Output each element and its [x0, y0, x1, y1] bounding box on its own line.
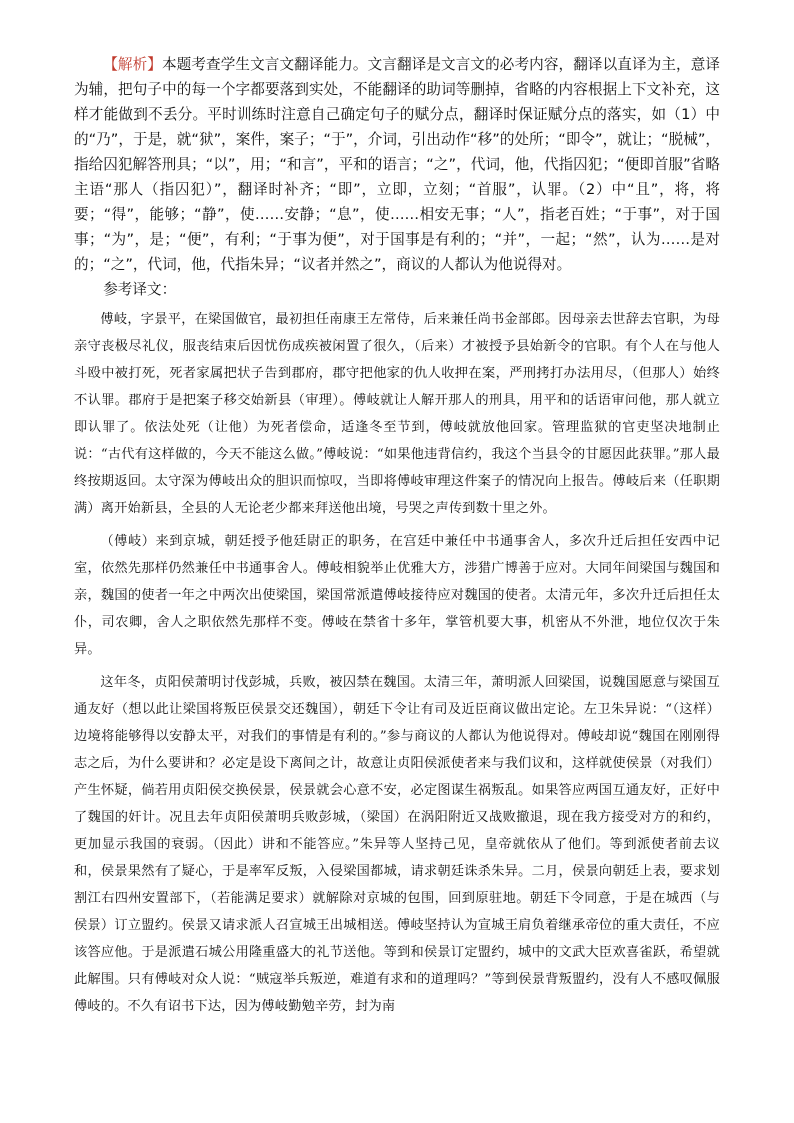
translation-paragraph-3: 这年冬，贞阳侯萧明讨伐彭城，兵败，被囚禁在魏国。太清三年，萧明派人回梁国，说魏国愿意与梁国互通友好（想以此让梁国将叛臣侯景交还魏国），朝廷下令让有司及近臣商议做出定论。左卫朱异说：“（这样）边境将能够得以安静太平，对我们的事情是有利的。”参与商议的人都认为他说得对。傅岐却说“魏国在刚刚得志之后，为什么要讲和？必定是设下离间之计，故意让贞阳侯派使者来与我们议和，这样就使侯景（对我们）产生怀疑，倘若用贞阳侯交换侯景，侯景就会心意不安，必定图谋生祸叛乱。如果答应两国互通友好，正好中了魏国的奸计。况且去年贞阳侯萧明兵败彭城，（梁国）在涡阳附近又战败撤退，现在我方接受对方的和约，更加显示我国的衰弱。（因此）讲和不能答应。”朱异等人坚持己见，皇帝就依从了他们。等到派使者前去议和，侯景果然有了疑心，于是率军反叛，入侵梁国都城，请求朝廷诛杀朱异。二月，侯景向朝廷上表，要求划割江右四州安置部下，（若能满足要求）就解除对京城的包围，回到原驻地。朝廷下令同意，于是在城西（与侯景）订立盟约。侯景又请求派人召宣城王出城相送。傅岐坚持认为宣城王肩负着继承帝位的重大责任，不应该答应他。于是派遣石城公用隆重盛大的礼节送他。等到和侯景订定盟约，城中的文武大臣欢喜雀跃，希望就此解围。只有傅岐对众人说：“贼寇举兵叛逆，难道有求和的道理吗？”等到侯景背叛盟约，没有人不感叹佩服傅岐的。不久有诏书下达，因为傅岐勤勉辛劳，封为南: [74, 675, 720, 1014]
translation-heading: 参考译文：: [103, 281, 177, 298]
analysis-text: 本题考查学生文言文翻译能力。文言翻译是文言文的必考内容，翻译以直译为主，意译为辅，把句子中的每一个字都要落到实处，不能翻译的助词等删掉，省略的内容根据上下文补充，这样才能做到不丢分。平时训练时注意自己确定句子的赋分点，翻译时保证赋分点的落实，如（1）中的“乃”，于是，就“狱”，案件，案子；“于”，介词，引出动作“移”的处所；“即令”，就让；“脱械”，指给囚犯解答刑具；“以”，用；“和言”，平和的语言；“之”，代词，他，代指囚犯；“便即首服”省略主语“那人（指囚犯）”，翻译时补齐；“即”，立即，立刻；“首服”，认罪。（2）中“且”，将，将要；“得”，能够；“静”，使……安静；“息”，使……相安无事；“人”，指老百姓；“于事”，对于国事；“为”，是；“便”，有利；“于事为便”，对于国事是有利的；“并”，一起；“然”，认为……是对的；“之”，代词，他，代指朱异；“议者并然之”，商议的人都认为他说得对。: [74, 56, 720, 273]
analysis-paragraph: [74, 52, 720, 277]
translation-paragraph-2: （傅岐）来到京城，朝廷授予他廷尉正的职务，在宫廷中兼任中书通事舍人，多次升迁后担任安西中记室，依然先那样仍然兼任中书通事舍人。傅岐相貌举止优雅大方，涉猎广博善于应对。大同年间梁国与魏国和亲，魏国的使者一年之中两次出使梁国，梁国常派遣傅岐接待应对魏国的使者。太清元年，多次升迁后担任太仆，司农卿，舍人之职依然先那样不变。傅岐在禁省十多年，掌管机要大事，机密从不外泄，地位仅次于朱异。: [74, 534, 720, 657]
analysis-tag: 【解析】: [103, 56, 162, 73]
translation-paragraph-1: 傅岐，字景平，在梁国做官，最初担任南康王左常侍，后来兼任尚书金部郎。因母亲去世辞去官职，为母亲守丧极尽礼仪，服丧结束后因忧伤成疾被闲置了很久，（后来）才被授予县始新令的官职。有个人在与他人斗殴中被打死，死者家属把状子告到郡府，郡守把他家的仇人收押在案，严刑拷打办法用尽，（但那人）始终不认罪。郡府于是把案子移交始新县（审理）。傅岐就让人解开那人的刑具，用平和的话语审问他，那人就立即认罪了。依法处死（让他）为死者偿命，适逢冬至节到，傅岐就放他回家。管理监狱的官吏坚决地制止说：“古代有这样做的，今天不能这么做。”傅岐说：“如果他违背信约，我这个当县令的甘愿因此获罪。”那人最终按期返回。太守深为傅岐出众的胆识而惊叹，当即将傅岐审理这件案子的情况向上报告。傅岐后来（任职期满）离开始新县，全县的人无论老少都来拜送他出境，号哭之声传到数十里之外。: [74, 312, 720, 516]
